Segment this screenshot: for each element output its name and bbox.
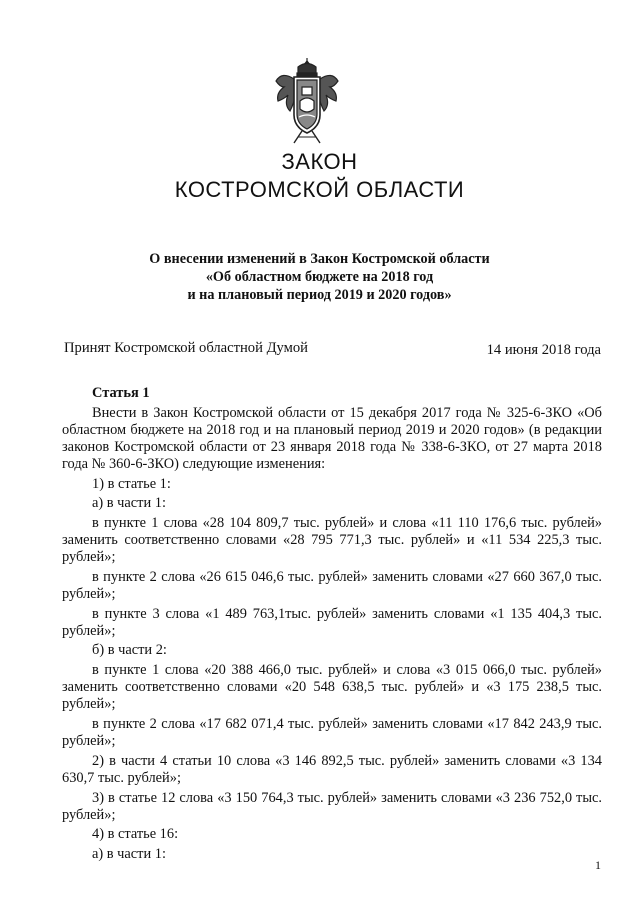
paragraph: в пункте 2 слова «17 682 071,4 тыс. рублей» заменить словами «17 842 243,9 тыс. рублей»; bbox=[62, 716, 602, 750]
paragraph: б) в части 2: bbox=[92, 642, 167, 659]
coat-of-arms-icon bbox=[272, 57, 342, 145]
page-number: 1 bbox=[595, 858, 601, 872]
subtitle-line: О внесении изменений в Закон Костромской области bbox=[149, 251, 490, 267]
adoption-date: 14 июня 2018 года bbox=[486, 342, 601, 358]
paragraph: 2) в части 4 статьи 10 слова «3 146 892,5 тыс. рублей» заменить словами «3 134 630,7 тыс. рублей»; bbox=[62, 752, 602, 786]
paragraph: а) в части 1: bbox=[92, 495, 166, 512]
paragraph: Внести в Закон Костромской области от 15 декабря 2017 года № 325-6-ЗКО «Об областном бюджете на 2018 год и на плановый период 2019 и 2020 годов» (в редакции законов Костромской области от 23 января 2018 года № 338-6-ЗКО, от 27 марта 2018 года № 360-6-ЗКО) следующие изменения: bbox=[62, 404, 602, 472]
paragraph: 3) в статье 12 слова «3 150 764,3 тыс. рублей» заменить словами «3 236 752,0 тыс. рублей»; bbox=[62, 789, 602, 823]
paragraph: в пункте 3 слова «1 489 763,1тыс. рублей» заменить словами «1 135 404,3 тыс. рублей»; bbox=[62, 605, 602, 639]
paragraph: а) в части 1: bbox=[92, 846, 166, 863]
adopted-by: Принят Костромской областной Думой bbox=[64, 340, 308, 356]
article-heading: Статья 1 bbox=[92, 385, 150, 401]
law-title: ЗАКОН bbox=[281, 149, 358, 174]
paragraph: 1) в статье 1: bbox=[92, 475, 171, 492]
subtitle-line: и на плановый период 2019 и 2020 годов» bbox=[187, 287, 452, 303]
document-body bbox=[62, 385, 602, 866]
subtitle-line: «Об областном бюджете на 2018 год bbox=[205, 269, 434, 285]
document-subtitle bbox=[0, 250, 639, 304]
paragraph: 4) в статье 16: bbox=[92, 826, 179, 843]
region-title: КОСТРОМСКОЙ ОБЛАСТИ bbox=[174, 177, 465, 202]
paragraph: в пункте 1 слова «28 104 809,7 тыс. рублей» и слова «11 110 176,6 тыс. рублей» заменить соответственно словами «28 795 771,3 тыс. рублей» и «11 534 225,3 тыс. рублей»; bbox=[62, 515, 602, 566]
paragraph: в пункте 2 слова «26 615 046,6 тыс. рублей» заменить словами «27 660 367,0 тыс. рублей»; bbox=[62, 568, 602, 602]
paragraph: в пункте 1 слова «20 388 466,0 тыс. рублей» и слова «3 015 066,0 тыс. рублей» заменить соответственно словами «20 548 638,5 тыс. рублей» и «3 175 238,5 тыс. рублей»; bbox=[62, 662, 602, 713]
